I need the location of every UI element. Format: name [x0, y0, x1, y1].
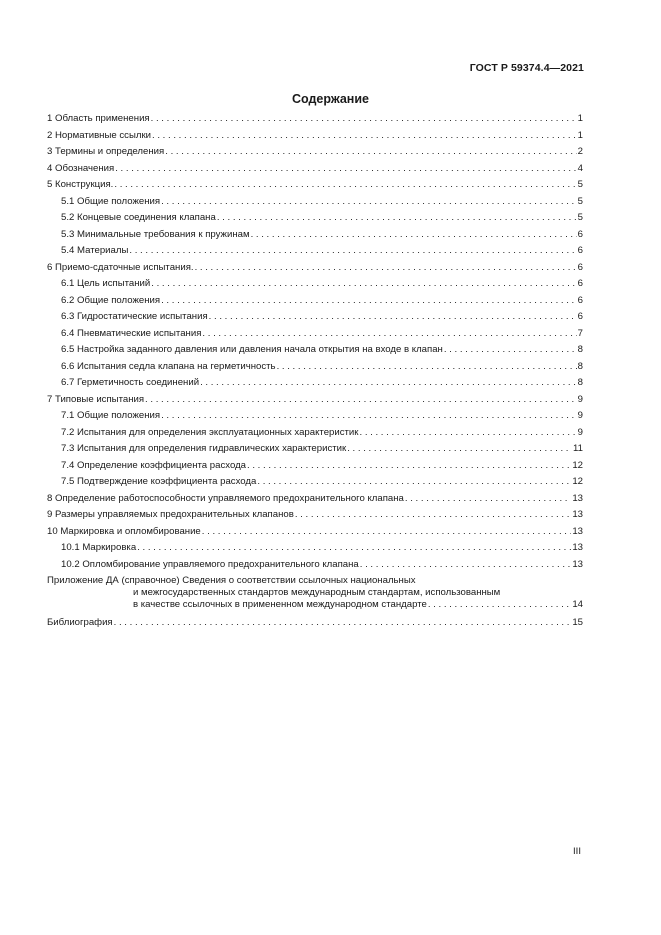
toc-leader-dots [295, 509, 572, 520]
toc-entry-page: 5 [577, 195, 583, 207]
toc-leader-dots [145, 394, 577, 405]
toc-entry[interactable] [47, 476, 583, 493]
toc-leader-dots [195, 262, 577, 273]
toc-entry[interactable] [47, 443, 583, 460]
toc-leader-dots [257, 476, 571, 487]
toc-leader-dots [152, 130, 577, 141]
toc-entry-page: 4 [577, 162, 583, 174]
toc-entry-text: 6 Приемо-сдаточные испытания. [47, 261, 194, 273]
toc-leader-dots [209, 311, 577, 322]
toc-entry-page: 9 [577, 393, 583, 405]
toc-entry-page: 6 [577, 278, 583, 289]
toc-entry[interactable] [47, 179, 583, 196]
toc-entry-page: 6 [577, 294, 583, 306]
toc-entry[interactable] [47, 559, 583, 576]
toc-entry-text: 5.4 Материалы [61, 245, 129, 256]
toc-entry[interactable] [47, 509, 583, 526]
toc-leader-dots [114, 179, 576, 190]
toc-entry[interactable] [47, 394, 583, 411]
toc-entry[interactable] [47, 278, 583, 295]
toc-entry-text: 10.1 Маркировка [61, 542, 137, 553]
toc-entry-text: 5.2 Концевые соединения клапана [61, 212, 216, 223]
toc-entry-page: 8 [577, 344, 583, 355]
toc-leader-dots [202, 328, 576, 339]
toc-entry-page: 5 [577, 179, 583, 190]
toc-entry-text: 7.1 Общие положения [61, 410, 161, 421]
toc-entry-text: 1 Область применения [47, 113, 150, 124]
page-title: Содержание [291, 92, 369, 106]
toc-entry[interactable] [47, 113, 583, 130]
toc-leader-dots [161, 295, 577, 306]
toc-entry[interactable] [47, 229, 583, 246]
toc-entry[interactable] [47, 212, 583, 229]
toc-leader-dots [151, 113, 577, 124]
toc-leader-dots [161, 410, 577, 421]
toc-entry-page: 6 [577, 311, 583, 322]
toc-entry-appendix[interactable] [47, 575, 583, 613]
toc-leader-dots [137, 542, 571, 553]
toc-entry-page: 9 [577, 410, 583, 421]
toc-entry[interactable] [47, 163, 583, 180]
toc-entry-text: 10.2 Опломбирование управляемого предохранительного клапана [61, 558, 359, 570]
toc-entry-text: 2 Нормативные ссылки [47, 129, 152, 141]
toc-leader-dots [114, 617, 572, 628]
toc-entry[interactable] [47, 245, 583, 262]
appendix-title-line-3 [47, 599, 583, 613]
toc-entry-text: в качестве ссылочных в примененном международном стандарте [133, 599, 427, 610]
toc-entry-page: 12 [572, 476, 583, 487]
toc-entry[interactable] [47, 493, 583, 510]
toc-entry-text: 6.1 Цель испытаний [61, 278, 151, 289]
toc-leader-dots [202, 526, 572, 537]
toc-leader-dots [360, 559, 572, 570]
toc-leader-dots [200, 377, 577, 388]
toc-leader-dots [217, 212, 577, 223]
table-of-contents [47, 113, 583, 634]
toc-entry-text: 5 Конструкция. [47, 179, 114, 190]
toc-entry-text: 9 Размеры управляемых предохранительных клапанов [47, 509, 294, 520]
toc-leader-dots [115, 163, 576, 174]
toc-entry[interactable] [47, 377, 583, 394]
toc-leader-dots [247, 460, 571, 471]
toc-entry-text: 4 Обозначения [47, 162, 115, 174]
toc-entry-text: 10 Маркировка и опломбирование [47, 525, 201, 537]
toc-entry-text: 8 Определение работоспособности управляемого предохранительного клапана [47, 492, 404, 504]
toc-entry-page: 13 [572, 492, 583, 504]
toc-entry-page: 13 [572, 509, 583, 520]
toc-entry-page: 14 [572, 599, 583, 610]
toc-entry[interactable] [47, 460, 583, 477]
toc-leader-dots [277, 361, 577, 372]
appendix-title-line-2: и межгосударственных стандартов международным стандартам, использованным [133, 587, 501, 598]
toc-entry-text: 6.3 Гидростатические испытания [61, 311, 208, 322]
toc-leader-dots [151, 278, 576, 289]
toc-leader-dots [405, 493, 571, 504]
toc-entry-bibliography[interactable] [47, 617, 583, 634]
toc-leader-dots [359, 427, 576, 438]
toc-entry[interactable] [47, 328, 583, 345]
toc-entry-text: 7 Типовые испытания [47, 393, 145, 405]
toc-entry-text: 6.4 Пневматические испытания [61, 327, 202, 339]
toc-entry[interactable] [47, 311, 583, 328]
toc-entry[interactable] [47, 295, 583, 312]
toc-entry-page: 5 [577, 212, 583, 223]
toc-entry-text: 6.2 Общие положения [61, 294, 161, 306]
toc-entry-page: 6 [577, 261, 583, 273]
toc-entry-page: 6 [577, 245, 583, 256]
toc-entry[interactable] [47, 196, 583, 213]
toc-entry[interactable] [47, 262, 583, 279]
toc-leader-dots [251, 229, 577, 240]
toc-entry-page: 2 [577, 146, 583, 157]
toc-entry-page: 8 [577, 360, 583, 372]
toc-entry-text: 7.5 Подтверждение коэффициента расхода [61, 476, 257, 487]
toc-leader-dots [347, 443, 572, 454]
toc-entry-page: 1 [577, 129, 583, 141]
toc-entry[interactable] [47, 146, 583, 163]
toc-entries [47, 113, 583, 575]
toc-leader-dots [129, 245, 576, 256]
toc-entry[interactable] [47, 130, 583, 147]
toc-entry-text: 6.7 Герметичность соединений [61, 377, 200, 388]
toc-entry-page: 11 [573, 443, 583, 454]
toc-entry-page: 13 [572, 542, 583, 553]
appendix-title-line-1: Приложение ДА (справочное) Сведения о соответствии ссылочных национальных [47, 575, 416, 586]
toc-entry-text: 5.1 Общие положения [61, 195, 161, 207]
toc-leader-dots [161, 196, 577, 207]
toc-entry[interactable] [47, 361, 583, 378]
toc-entry-text: 6.5 Настройка заданного давления или давления начала открытия на входе в клапан [61, 344, 443, 355]
toc-leader-dots [165, 146, 576, 157]
toc-entry[interactable] [47, 410, 583, 427]
toc-entry-text: 7.4 Определение коэффициента расхода [61, 459, 246, 471]
toc-entry-text: 6.6 Испытания седла клапана на герметичность [61, 360, 276, 372]
toc-entry-text: 7.3 Испытания для определения гидравлических характеристик [61, 443, 347, 454]
toc-entry-page: 13 [572, 558, 583, 570]
toc-entry-page: 6 [577, 228, 583, 240]
toc-entry[interactable] [47, 427, 583, 444]
toc-entry-page: 9 [577, 426, 583, 438]
toc-entry-text: 3 Термины и определения [47, 146, 165, 157]
toc-entry-page: 13 [572, 525, 583, 537]
toc-entry-page: 7 [577, 327, 583, 339]
toc-entry[interactable] [47, 542, 583, 559]
page-number: III [573, 846, 581, 857]
toc-entry-page: 12 [572, 459, 583, 471]
toc-entry-text: 7.2 Испытания для определения эксплуатационных характеристик [61, 426, 359, 438]
toc-entry-page: 8 [577, 377, 583, 388]
document-header: ГОСТ Р 59374.4—2021 [469, 62, 584, 74]
toc-entry-text: Библиография [47, 617, 113, 628]
toc-entry-text: 5.3 Минимальные требования к пружинам [61, 228, 250, 240]
toc-leader-dots [428, 599, 572, 610]
toc-leader-dots [444, 344, 577, 355]
toc-entry-page: 1 [577, 113, 583, 124]
toc-entry[interactable] [47, 526, 583, 543]
toc-entry-page: 15 [572, 617, 583, 628]
toc-entry[interactable] [47, 344, 583, 361]
